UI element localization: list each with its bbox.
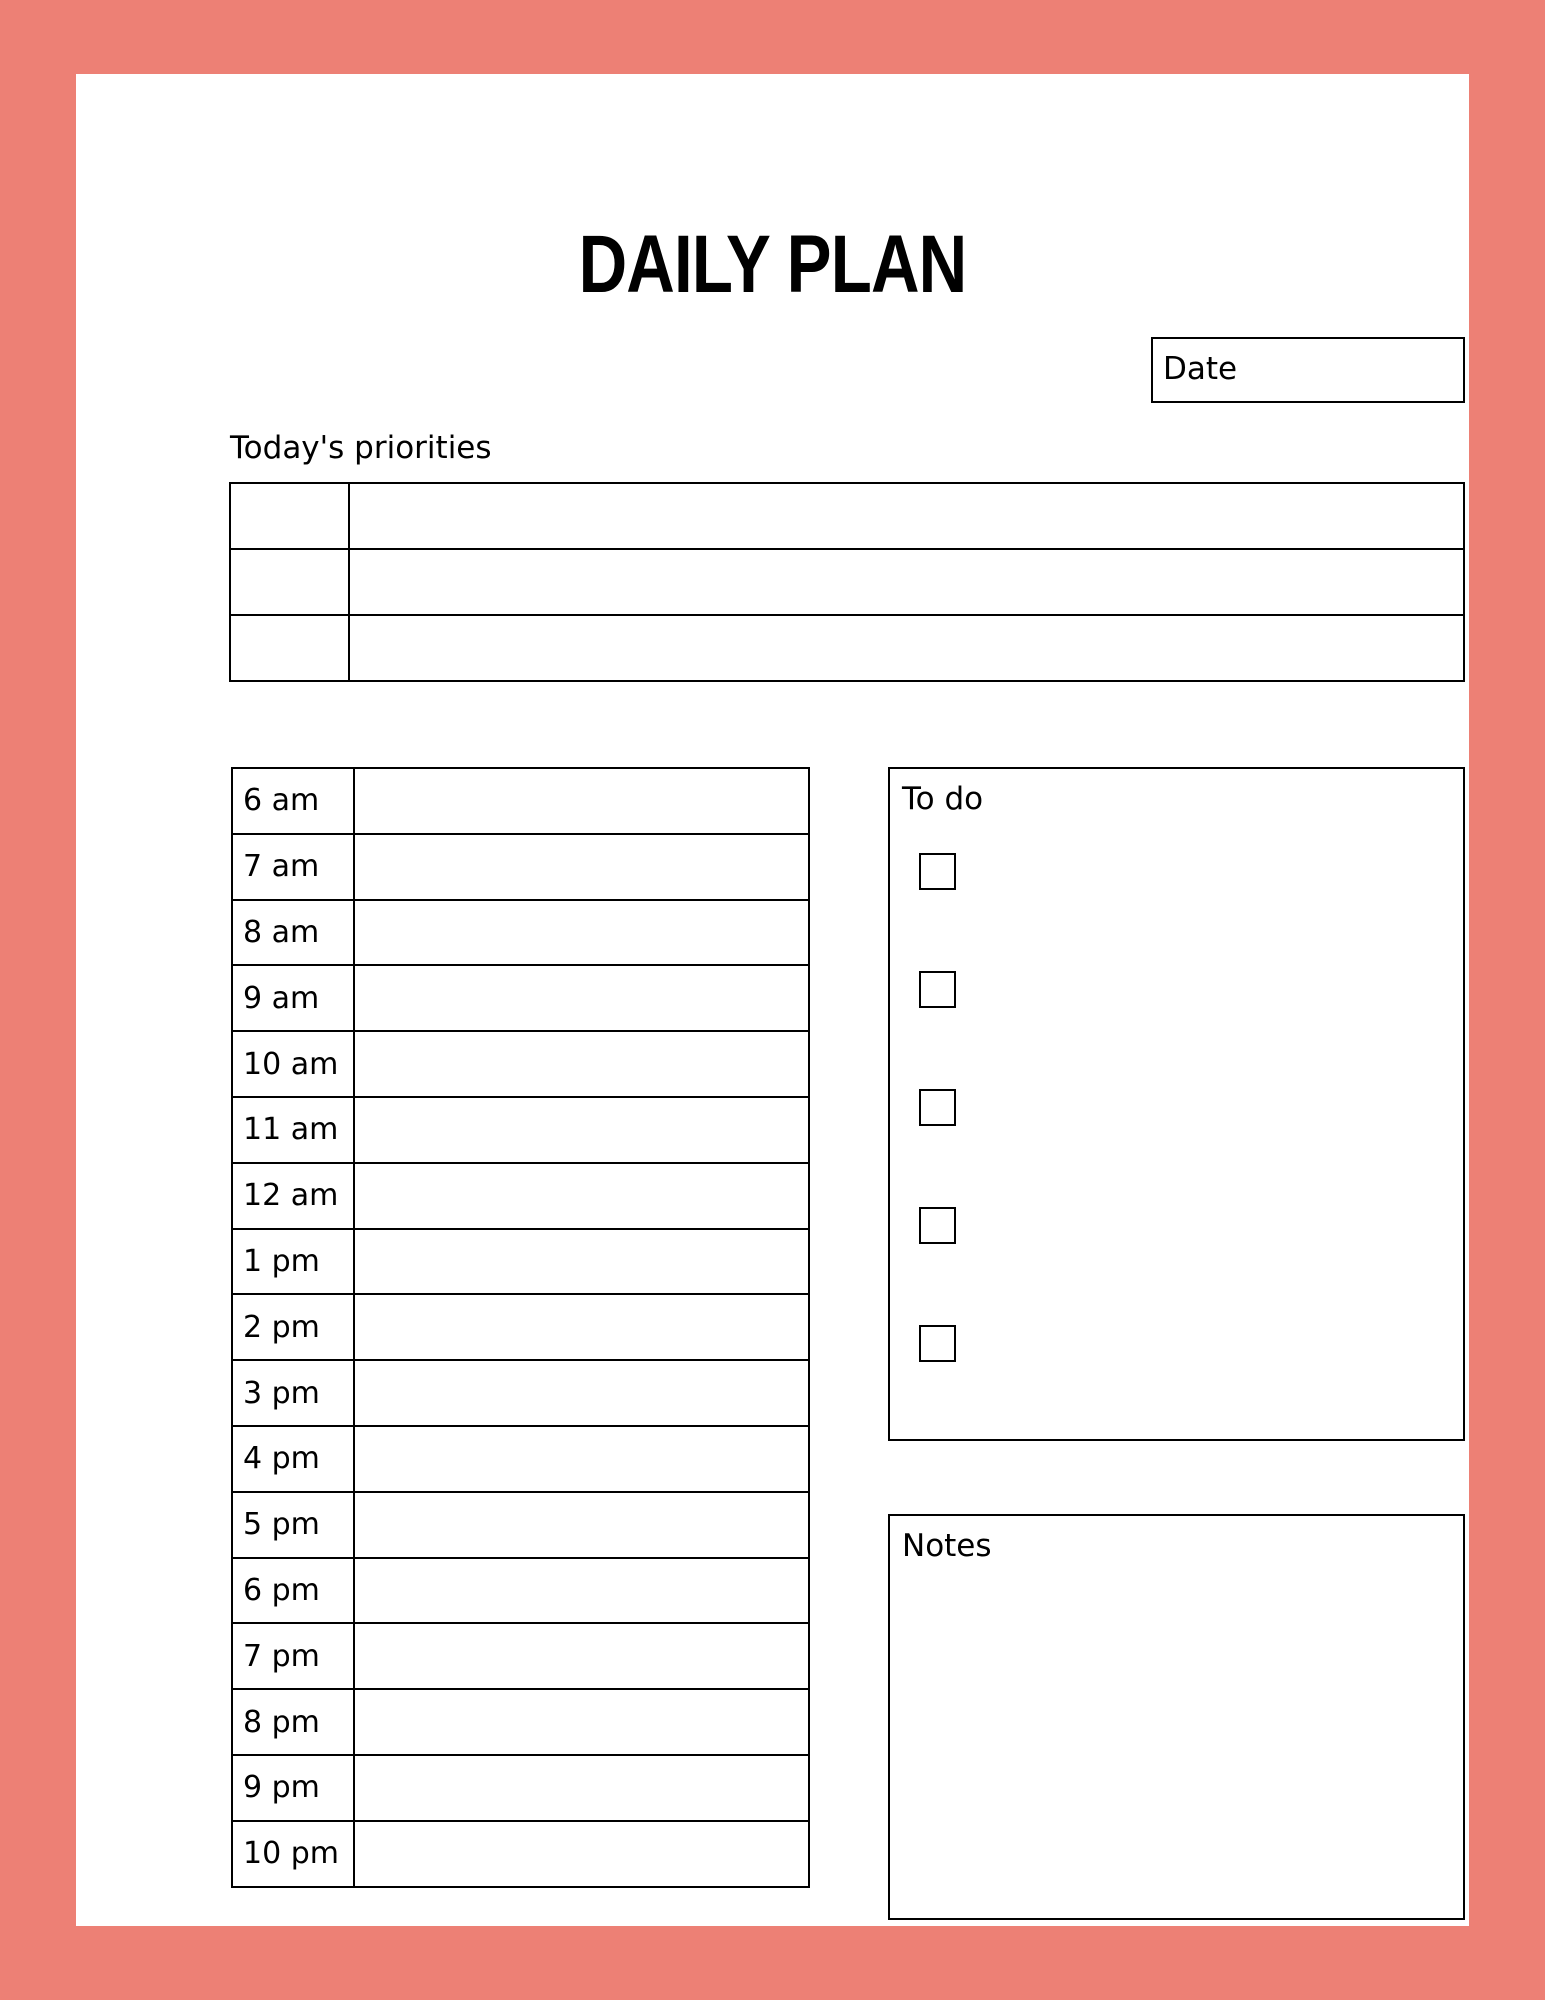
time-label: 6 am — [232, 768, 354, 834]
schedule-row — [232, 1294, 809, 1360]
time-label: 9 pm — [232, 1755, 354, 1821]
schedule-entry-cell[interactable] — [354, 1821, 809, 1887]
schedule-entry-cell[interactable] — [354, 1294, 809, 1360]
date-label: Date — [1163, 351, 1238, 387]
schedule-entry-cell[interactable] — [354, 1360, 809, 1426]
time-label: 3 pm — [232, 1360, 354, 1426]
schedule-row — [232, 1097, 809, 1163]
time-label: 8 am — [232, 900, 354, 966]
time-label: 4 pm — [232, 1426, 354, 1492]
schedule-row — [232, 1229, 809, 1295]
schedule-row — [232, 1623, 809, 1689]
priorities-heading: Today's priorities — [230, 430, 492, 466]
priority-row — [230, 549, 1464, 615]
priority-marker-cell[interactable] — [230, 549, 349, 615]
time-label: 11 am — [232, 1097, 354, 1163]
schedule-entry-cell[interactable] — [354, 1492, 809, 1558]
todo-checkbox[interactable] — [919, 1207, 956, 1244]
time-label: 10 pm — [232, 1821, 354, 1887]
schedule-row — [232, 900, 809, 966]
schedule-row — [232, 834, 809, 900]
schedule-entry-cell[interactable] — [354, 1623, 809, 1689]
schedule-entry-cell[interactable] — [354, 1426, 809, 1492]
time-label: 1 pm — [232, 1229, 354, 1295]
schedule-row — [232, 1821, 809, 1887]
todo-checkbox[interactable] — [919, 1089, 956, 1126]
schedule-row — [232, 1031, 809, 1097]
schedule-entry-cell[interactable] — [354, 834, 809, 900]
priority-entry-cell[interactable] — [349, 549, 1464, 615]
schedule-row — [232, 1755, 809, 1821]
schedule-entry-cell[interactable] — [354, 965, 809, 1031]
schedule-table — [231, 767, 810, 1888]
priority-entry-cell[interactable] — [349, 483, 1464, 549]
todo-box — [888, 767, 1465, 1441]
priority-row — [230, 483, 1464, 549]
priority-row — [230, 615, 1464, 681]
schedule-entry-cell[interactable] — [354, 900, 809, 966]
date-field[interactable] — [1151, 337, 1465, 403]
time-label: 8 pm — [232, 1689, 354, 1755]
todo-checkbox[interactable] — [919, 853, 956, 890]
schedule-entry-cell[interactable] — [354, 1755, 809, 1821]
time-label: 7 am — [232, 834, 354, 900]
schedule-row — [232, 768, 809, 834]
todo-checkbox[interactable] — [919, 971, 956, 1008]
notes-label: Notes — [902, 1528, 992, 1564]
time-label: 2 pm — [232, 1294, 354, 1360]
priority-entry-cell[interactable] — [349, 615, 1464, 681]
schedule-entry-cell[interactable] — [354, 768, 809, 834]
schedule-entry-cell[interactable] — [354, 1229, 809, 1295]
priorities-table — [229, 482, 1465, 682]
priority-marker-cell[interactable] — [230, 615, 349, 681]
time-label: 7 pm — [232, 1623, 354, 1689]
schedule-entry-cell[interactable] — [354, 1558, 809, 1624]
schedule-row — [232, 1492, 809, 1558]
planner-sheet — [76, 74, 1469, 1926]
schedule-row — [232, 1163, 809, 1229]
schedule-row — [232, 1689, 809, 1755]
priority-marker-cell[interactable] — [230, 483, 349, 549]
schedule-entry-cell[interactable] — [354, 1163, 809, 1229]
page-title: DAILY PLAN — [578, 219, 967, 310]
schedule-row — [232, 965, 809, 1031]
schedule-entry-cell[interactable] — [354, 1689, 809, 1755]
time-label: 6 pm — [232, 1558, 354, 1624]
time-label: 10 am — [232, 1031, 354, 1097]
time-label: 5 pm — [232, 1492, 354, 1558]
notes-box[interactable] — [888, 1514, 1465, 1920]
todo-checkbox[interactable] — [919, 1325, 956, 1362]
schedule-row — [232, 1558, 809, 1624]
schedule-entry-cell[interactable] — [354, 1031, 809, 1097]
time-label: 12 am — [232, 1163, 354, 1229]
todo-label: To do — [902, 781, 984, 817]
schedule-row — [232, 1426, 809, 1492]
schedule-row — [232, 1360, 809, 1426]
time-label: 9 am — [232, 965, 354, 1031]
schedule-entry-cell[interactable] — [354, 1097, 809, 1163]
